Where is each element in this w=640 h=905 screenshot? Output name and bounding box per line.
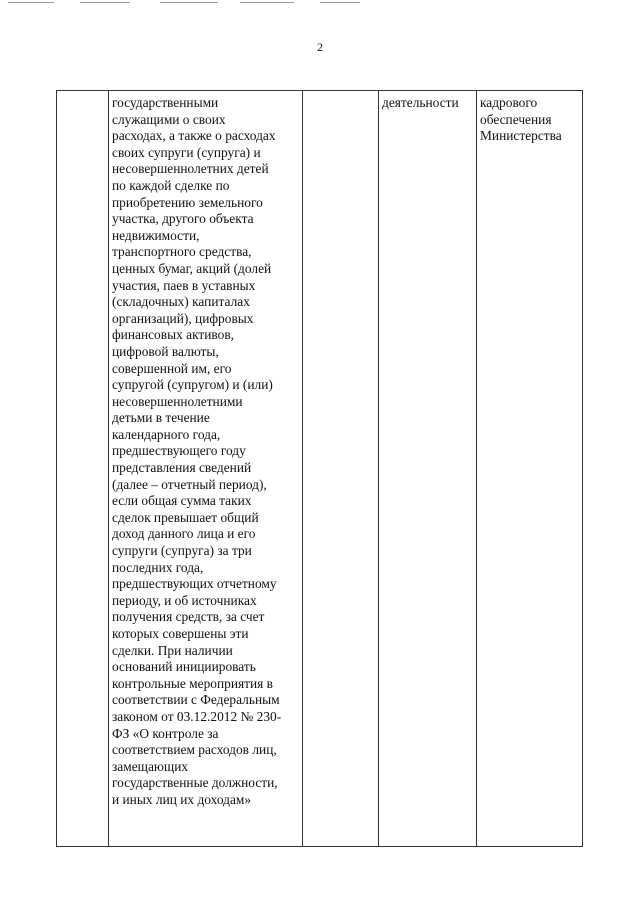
table-cell-department: [477, 91, 583, 847]
scan-artifact-marks: [0, 0, 640, 6]
scan-mark: [8, 2, 54, 3]
table-cell-number: [57, 91, 109, 847]
table-cell-activity: [379, 91, 477, 847]
table-row: [57, 91, 583, 847]
scan-mark: [160, 2, 218, 3]
scan-mark: [320, 2, 360, 3]
page-number: 2: [317, 40, 323, 54]
document-table: [56, 90, 583, 847]
scan-mark: [240, 2, 294, 3]
cell-text: кадрового обеспечения Министерства: [480, 95, 562, 144]
scan-mark: [80, 2, 130, 3]
table-cell-empty: [303, 91, 379, 847]
cell-text: государственными служащими о своих расходах, а также о расходах своих супруги (супруга) и несовершеннолетних детей по каждой сделке по приобретению земельного участка, другого объекта недвижимости, транспортного средства, ценных бумаг, акций (долей участия, паев в уставных (складочных) капиталах организаций), цифровых финансовых активов, цифровой валюты, совершенной им, его супругой (супругом) и (или) несовершеннолетними детьми в течение календарного года, предшествующего году представления сведений (далее – отчетный период), если общая сумма таких сделок превышает общий доход данного лица и его супруги (супруга) за три последних года, предшествующих отчетному периоду, и об источниках получения средств, за счет которых совершены эти сделки. При наличии оснований инициировать контрольные мероприятия в соответствии с Федеральным законом от 03.12.2012 № 230- ФЗ «О контроле за соответствием расходов лиц, замещающих государственные должности, и иных лиц их доходам»: [112, 95, 282, 807]
table-cell-description: [109, 91, 303, 847]
cell-text: деятельности: [382, 95, 459, 110]
